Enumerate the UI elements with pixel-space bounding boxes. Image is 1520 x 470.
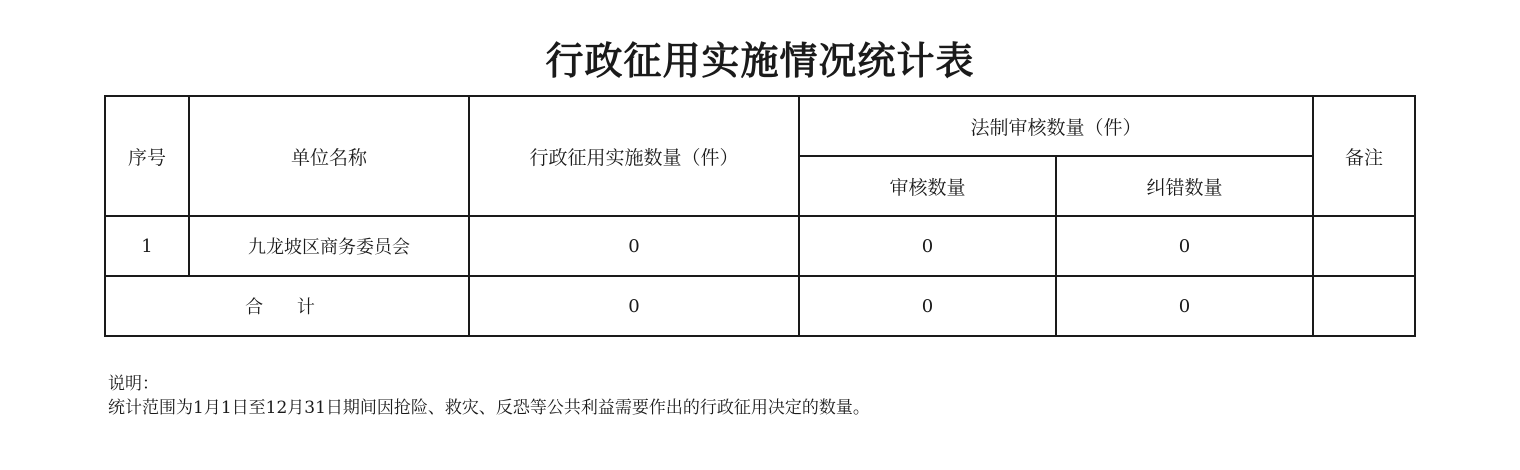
row-requisition-count: 0 bbox=[469, 216, 799, 276]
table-row bbox=[105, 216, 1415, 276]
total-row bbox=[105, 276, 1415, 336]
statistics-table bbox=[104, 95, 1416, 337]
header-seq: 序号 bbox=[105, 96, 189, 216]
page-title: 行政征用实施情况统计表 bbox=[545, 38, 975, 83]
header-row-1 bbox=[105, 96, 1415, 156]
row-unit-name: 九龙坡区商务委员会 bbox=[189, 216, 469, 276]
total-requisition-count: 0 bbox=[469, 276, 799, 336]
notes-section bbox=[108, 372, 870, 420]
total-remark bbox=[1313, 276, 1415, 336]
row-review-count: 0 bbox=[799, 216, 1056, 276]
header-requisition-count: 行政征用实施数量（件） bbox=[469, 96, 799, 216]
row-correction-count: 0 bbox=[1056, 216, 1313, 276]
total-label: 合 计 bbox=[105, 276, 469, 336]
row-seq: 1 bbox=[105, 216, 189, 276]
header-review-count: 审核数量 bbox=[799, 156, 1056, 216]
header-legal-review-group: 法制审核数量（件） bbox=[799, 96, 1313, 156]
notes-heading: 说明： bbox=[108, 374, 159, 394]
header-correction-count: 纠错数量 bbox=[1056, 156, 1313, 216]
header-remark: 备注 bbox=[1313, 96, 1415, 216]
total-review-count: 0 bbox=[799, 276, 1056, 336]
header-unit-name: 单位名称 bbox=[189, 96, 469, 216]
notes-text: 统计范围为1月1日至12月31日期间因抢险、救灾、反恐等公共利益需要作出的行政征用决定的数量。 bbox=[108, 398, 870, 418]
row-remark bbox=[1313, 216, 1415, 276]
total-correction-count: 0 bbox=[1056, 276, 1313, 336]
